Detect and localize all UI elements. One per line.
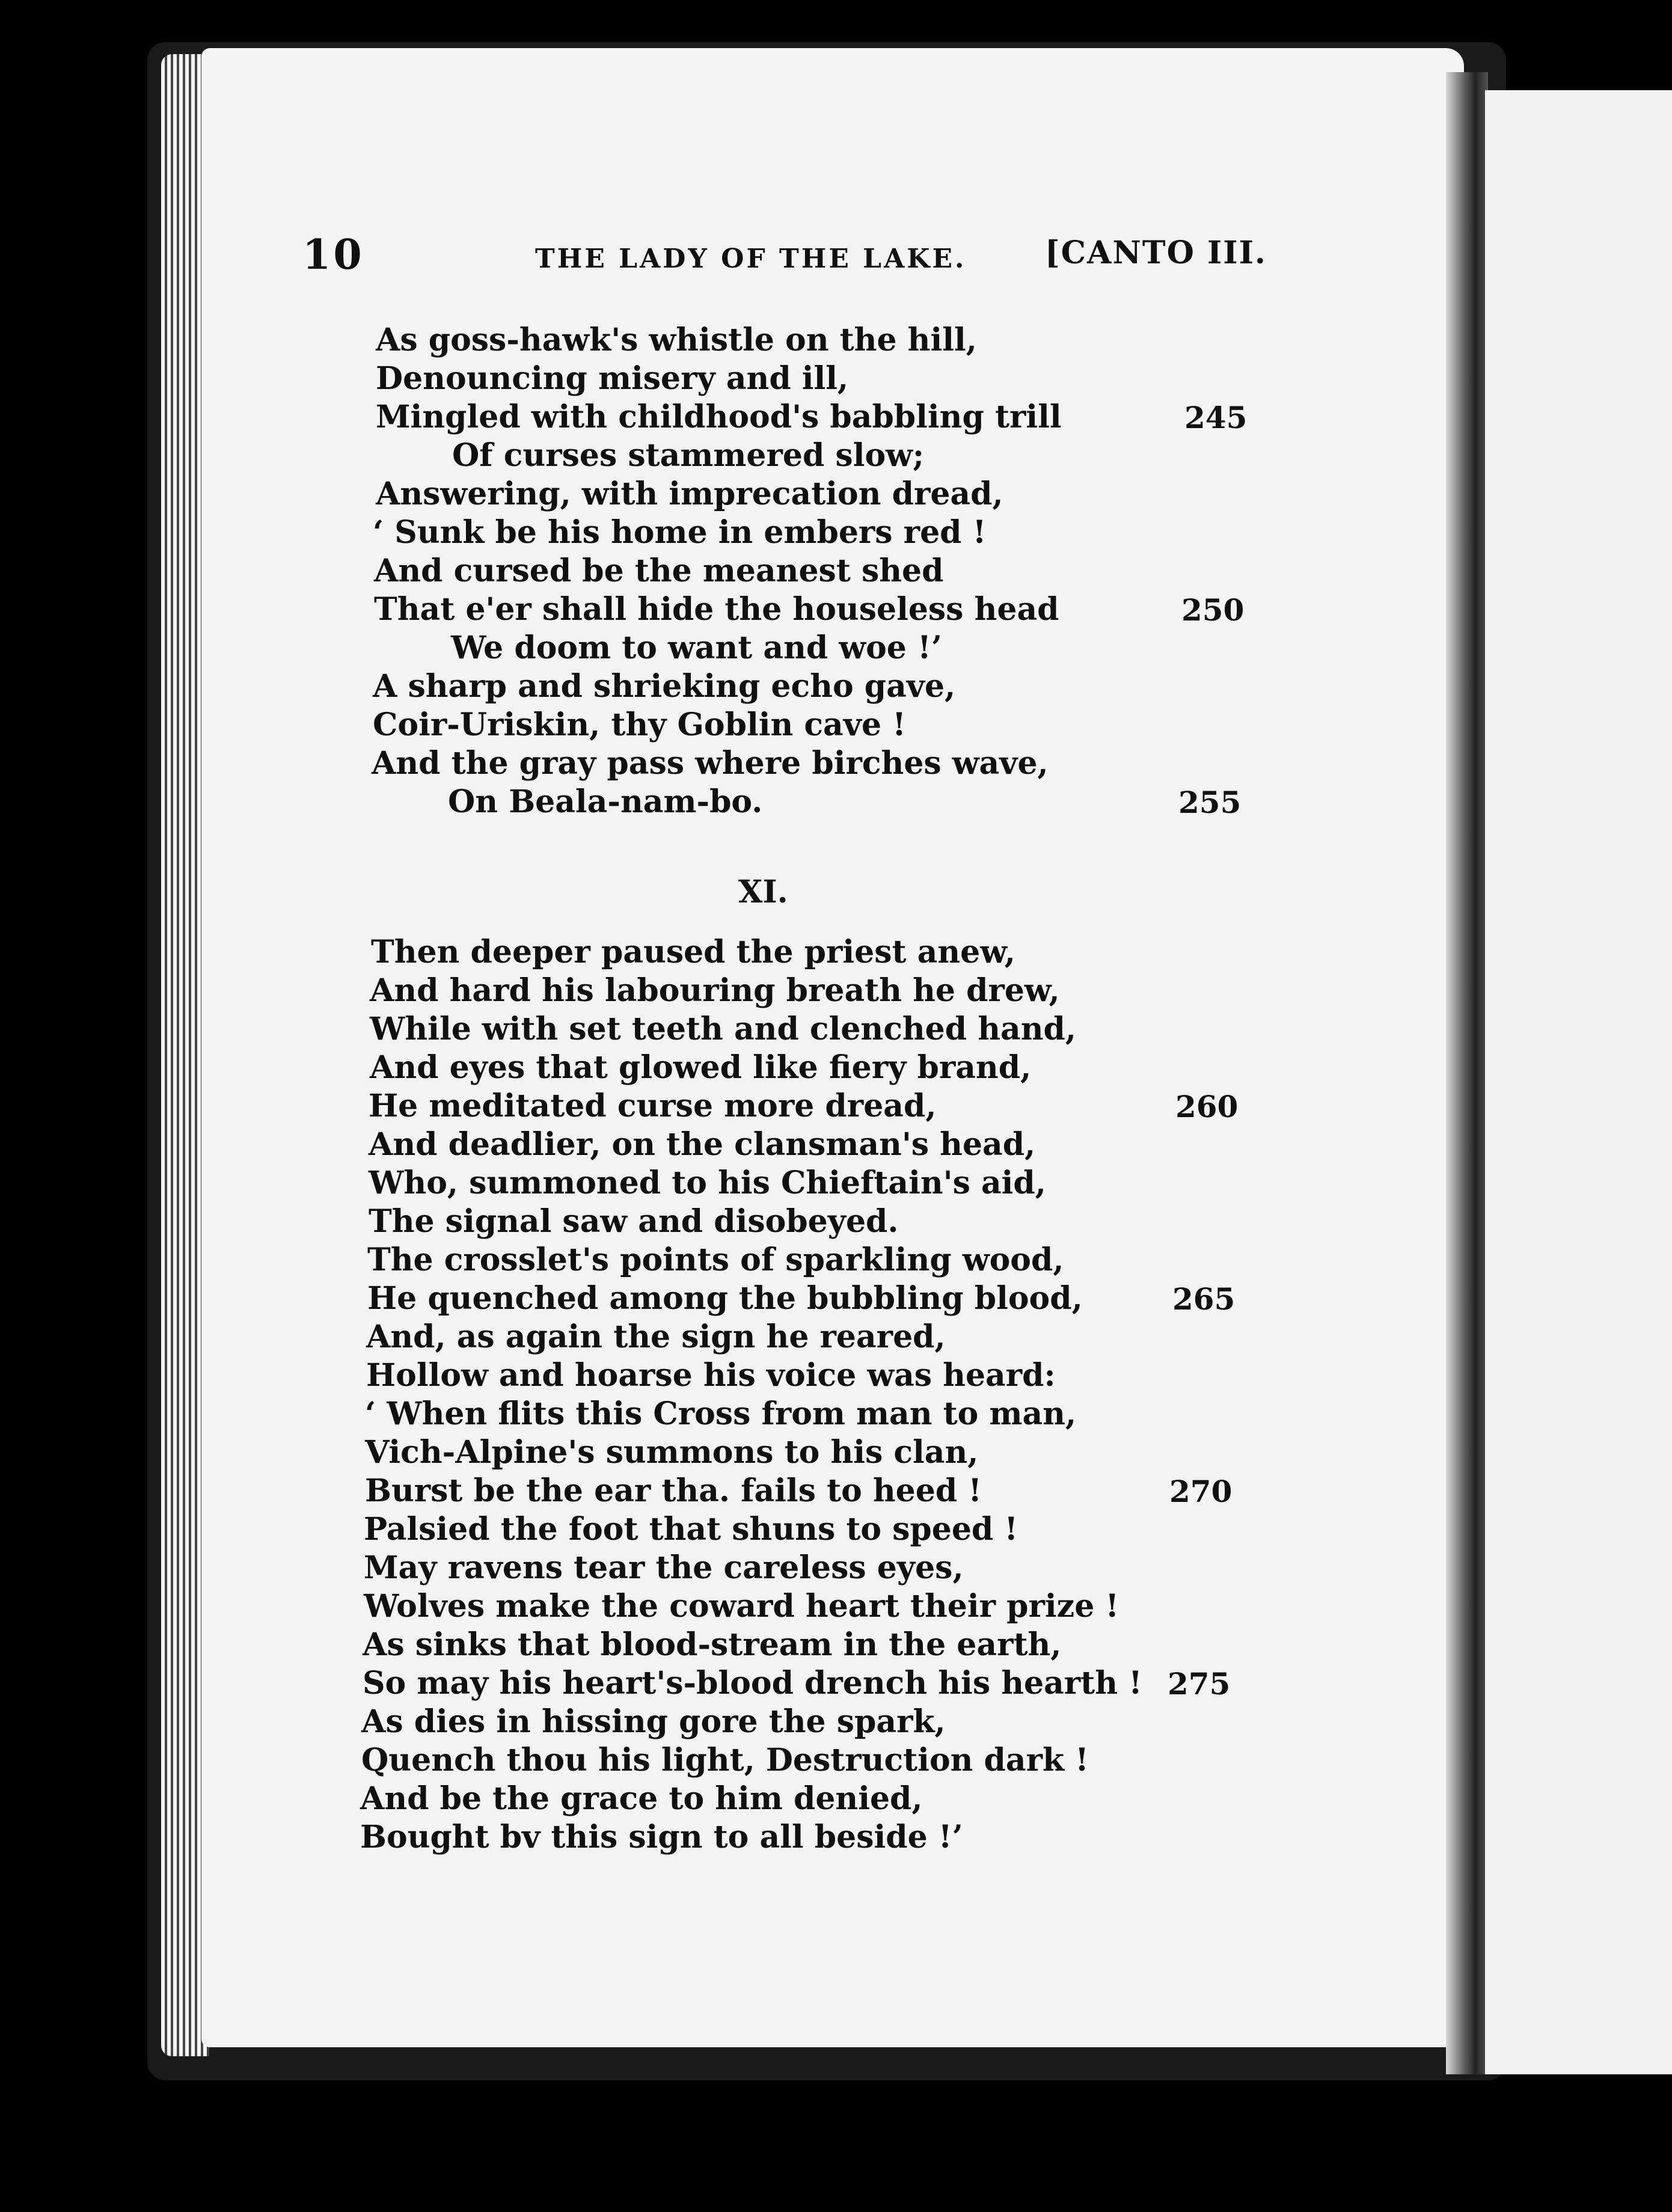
line-number: 245	[1184, 400, 1248, 435]
verse-line: Vich-Alpine's summons to his clan,	[365, 1434, 979, 1471]
verse-line: ‘ Sunk be his home in embers red !	[373, 514, 987, 551]
canto-label: [CANTO III.	[1045, 234, 1267, 271]
verse-line: And be the grace to him denied,	[360, 1780, 923, 1817]
verse-line: As dies in hissing gore the spark,	[361, 1703, 946, 1740]
verse-line: And cursed be the meanest shed	[374, 553, 944, 589]
verse-line: Wolves make the coward heart their prize !	[364, 1588, 1119, 1625]
page-number: 10	[302, 231, 364, 279]
verse-line: May ravens tear the careless eyes,	[364, 1549, 964, 1586]
verse-line: And, as again the sign he reared,	[366, 1319, 946, 1355]
verse-line: Palsied the foot that shuns to speed !	[364, 1511, 1018, 1548]
section-number: XI.	[738, 874, 788, 910]
verse-line: ‘ When flits this Cross from man to man,	[365, 1396, 1077, 1432]
verse-line: The signal saw and disobeyed.	[369, 1203, 899, 1240]
line-number: 250	[1181, 592, 1245, 628]
facing-page	[1485, 90, 1672, 2074]
verse-line: Hollow and hoarse his voice was heard:	[366, 1357, 1056, 1394]
verse-line: While with set teeth and clenched hand,	[370, 1011, 1077, 1047]
verse-line: Who, summoned to his Chieftain's aid,	[369, 1165, 1046, 1201]
verse-line: Bought bv this sign to all beside !’	[360, 1819, 963, 1855]
verse-line: Mingled with childhood's babbling trill	[376, 399, 1062, 435]
line-number: 270	[1169, 1474, 1233, 1509]
verse-line: He quenched among the bubbling blood,	[367, 1280, 1083, 1317]
verse-line: On Beala-nam-bo.	[448, 783, 763, 820]
verse-line: Then deeper paused the priest anew,	[371, 934, 1015, 970]
verse-line: And deadlier, on the clansman's head,	[369, 1126, 1036, 1163]
verse-line: That e'er shall hide the houseless head	[374, 591, 1059, 628]
line-number: 255	[1178, 785, 1242, 820]
verse-line: And the gray pass where birches wave,	[372, 745, 1049, 782]
verse-line: Burst be the ear tha. fails to heed !	[365, 1472, 982, 1509]
verse-line: So may his heart's-blood drench his hearth !	[363, 1665, 1142, 1702]
verse-line: As goss-hawk's whistle on the hill,	[376, 322, 977, 358]
verse-line: We doom to want and woe !’	[451, 630, 942, 666]
verse-line: Answering, with imprecation dread,	[376, 476, 1003, 512]
running-title: THE LADY OF THE LAKE.	[535, 244, 967, 274]
verse-line: A sharp and shrieking echo gave,	[373, 668, 956, 705]
verse-line: He meditated curse more dread,	[369, 1088, 937, 1124]
verse-line: Of curses stammered slow;	[452, 437, 925, 474]
verse-line: And hard his labouring breath he drew,	[370, 972, 1060, 1009]
line-number: 260	[1175, 1089, 1239, 1124]
verse-line: Quench thou his light, Destruction dark !	[361, 1742, 1089, 1778]
verse-line: Denouncing misery and ill,	[376, 360, 849, 397]
line-number: 265	[1172, 1281, 1236, 1317]
verse-line: As sinks that blood-stream in the earth,	[363, 1626, 1062, 1663]
verse-line: And eyes that glowed like fiery brand,	[370, 1049, 1032, 1086]
book-gutter	[1446, 72, 1488, 2074]
verse-line: Coir-Uriskin, thy Goblin cave !	[373, 706, 906, 743]
line-number: 275	[1168, 1666, 1231, 1702]
verse-line: The crosslet's points of sparkling wood,	[367, 1242, 1064, 1278]
